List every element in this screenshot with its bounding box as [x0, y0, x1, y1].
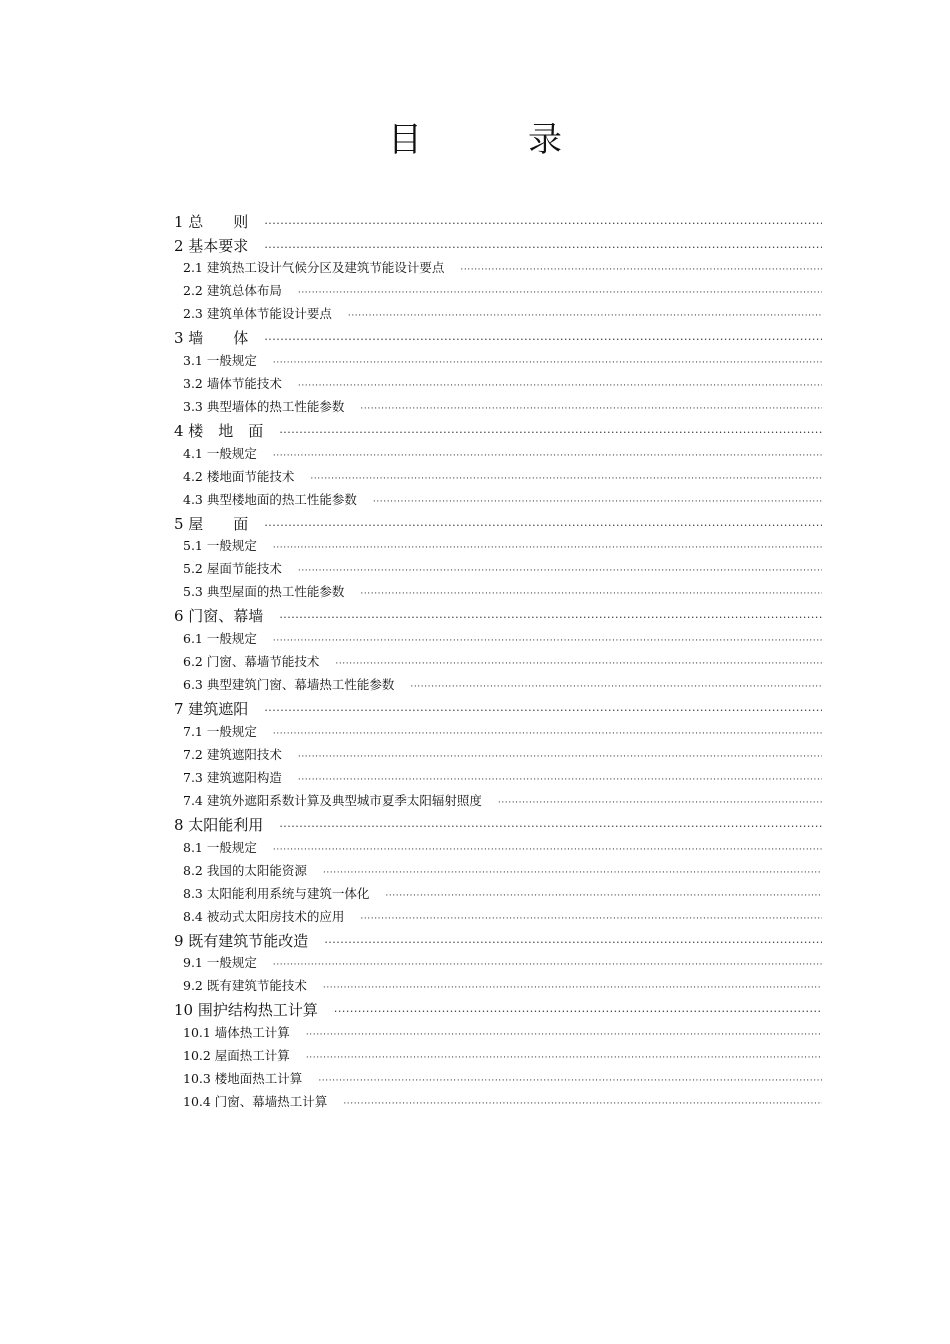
dot-leader	[279, 820, 822, 833]
toc-entry-label: 2.3 建筑单体节能设计要点	[183, 306, 332, 322]
dot-leader	[279, 611, 822, 624]
toc-chapter-entry[interactable]	[174, 930, 822, 954]
toc-entry-label: 5.1 一般规定	[183, 538, 257, 554]
toc-chapter-entry[interactable]	[174, 698, 822, 722]
toc-section-entry[interactable]	[183, 1023, 822, 1046]
toc-chapter-entry[interactable]	[174, 327, 822, 351]
dot-leader	[279, 426, 822, 439]
toc-entry-label: 10.3 楼地面热工计算	[183, 1070, 303, 1086]
toc-section-entry[interactable]	[183, 652, 822, 675]
toc-section-entry[interactable]	[183, 304, 822, 327]
dot-leader	[335, 659, 822, 669]
toc-entry-label: 3.2 墙体节能技术	[183, 376, 282, 392]
dot-leader	[306, 1030, 822, 1040]
toc-entry-label: 7 建筑遮阳	[174, 700, 249, 719]
dot-leader	[324, 936, 822, 949]
dot-leader	[273, 729, 822, 739]
dot-leader	[410, 682, 822, 692]
dot-leader	[298, 381, 822, 391]
toc-section-entry[interactable]	[183, 490, 822, 513]
toc-entry-label: 7.3 建筑遮阳构造	[183, 769, 282, 785]
toc-entry-label: 1 总 则	[174, 213, 249, 231]
dot-leader	[348, 311, 822, 321]
toc-section-entry[interactable]	[183, 258, 822, 281]
toc-section-entry[interactable]	[183, 467, 822, 490]
toc-section-entry[interactable]	[183, 884, 822, 907]
toc-entry-label: 7.2 建筑遮阳技术	[183, 746, 282, 762]
table-of-contents	[0, 211, 950, 1115]
dot-leader	[273, 636, 822, 646]
dot-leader	[373, 497, 822, 507]
toc-entry-label: 7.4 建筑外遮阳系数计算及典型城市夏季太阳辐射照度	[183, 792, 482, 808]
toc-chapter-entry[interactable]	[174, 513, 822, 537]
dot-leader	[264, 241, 822, 254]
dot-leader	[273, 543, 822, 553]
toc-chapter-entry[interactable]	[174, 605, 822, 629]
toc-section-entry[interactable]	[183, 976, 822, 999]
toc-entry-label: 8.1 一般规定	[183, 839, 257, 855]
toc-entry-label: 8.4 被动式太阳房技术的应用	[183, 908, 345, 924]
toc-entry-label: 3.3 典型墙体的热工性能参数	[183, 399, 345, 415]
toc-section-entry[interactable]	[183, 1092, 822, 1115]
dot-leader	[298, 775, 822, 785]
toc-section-entry[interactable]	[183, 559, 822, 582]
toc-chapter-entry[interactable]	[174, 999, 822, 1023]
dot-leader	[306, 1053, 822, 1063]
dot-leader	[360, 589, 822, 599]
toc-section-entry[interactable]	[183, 444, 822, 467]
toc-section-entry[interactable]	[183, 281, 822, 304]
dot-leader	[264, 217, 822, 230]
dot-leader	[460, 265, 822, 275]
toc-entry-label: 8 太阳能利用	[174, 815, 264, 834]
toc-section-entry[interactable]	[183, 536, 822, 559]
dot-leader	[334, 1005, 822, 1018]
toc-entry-label: 10.1 墙体热工计算	[183, 1024, 290, 1040]
dot-leader	[298, 752, 822, 762]
dot-leader	[298, 566, 822, 576]
dot-leader	[318, 1076, 822, 1086]
toc-entry-label: 6.1 一般规定	[183, 631, 257, 647]
toc-entry-label: 8.2 我国的太阳能资源	[183, 862, 307, 878]
toc-section-entry[interactable]	[183, 745, 822, 768]
dot-leader	[264, 333, 822, 346]
toc-entry-label: 6 门窗、幕墙	[174, 607, 264, 626]
dot-leader	[264, 704, 822, 717]
toc-section-entry[interactable]	[183, 1046, 822, 1069]
dot-leader	[273, 451, 822, 461]
toc-chapter-entry[interactable]	[174, 211, 822, 235]
dot-leader	[273, 358, 822, 368]
toc-section-entry[interactable]	[183, 953, 822, 976]
toc-section-entry[interactable]	[183, 1069, 822, 1092]
page-title: 目 录	[388, 120, 598, 160]
toc-entry-label: 2.2 建筑总体布局	[183, 283, 282, 299]
toc-section-entry[interactable]	[183, 861, 822, 884]
toc-entry-label: 4.3 典型楼地面的热工性能参数	[183, 491, 357, 507]
dot-leader	[264, 519, 822, 532]
toc-entry-label: 3 墙 体	[174, 329, 249, 348]
dot-leader	[298, 288, 822, 298]
toc-section-entry[interactable]	[183, 907, 822, 930]
dot-leader	[323, 983, 822, 993]
toc-section-entry[interactable]	[183, 838, 822, 861]
dot-leader	[360, 914, 822, 924]
toc-entry-label: 5 屋 面	[174, 514, 249, 533]
toc-entry-label: 7.1 一般规定	[183, 723, 257, 739]
dot-leader	[360, 404, 822, 414]
toc-chapter-entry[interactable]	[174, 420, 822, 444]
toc-entry-label: 9.1 一般规定	[183, 955, 257, 971]
dot-leader	[273, 845, 822, 855]
toc-entry-label: 10.2 屋面热工计算	[183, 1047, 290, 1063]
toc-entry-label: 6.2 门窗、幕墙节能技术	[183, 654, 320, 670]
toc-section-entry[interactable]	[183, 374, 822, 397]
dot-leader	[343, 1099, 822, 1109]
toc-entry-label: 5.3 典型屋面的热工性能参数	[183, 584, 345, 600]
toc-entry-label: 4 楼 地 面	[174, 422, 264, 441]
toc-entry-label: 9.2 既有建筑节能技术	[183, 978, 307, 994]
toc-section-entry[interactable]	[183, 582, 822, 605]
dot-leader	[385, 891, 822, 901]
toc-section-entry[interactable]	[183, 397, 822, 420]
toc-entry-label: 9 既有建筑节能改造	[174, 931, 309, 950]
toc-section-entry[interactable]	[183, 675, 822, 698]
toc-entry-label: 4.2 楼地面节能技术	[183, 468, 295, 484]
toc-entry-label: 10.4 门窗、幕墙热工计算	[183, 1093, 328, 1109]
dot-leader	[323, 868, 822, 878]
toc-entry-label: 6.3 典型建筑门窗、幕墙热工性能参数	[183, 677, 395, 693]
toc-entry-label: 10 围护结构热工计算	[174, 1001, 318, 1020]
toc-entry-label: 2.1 建筑热工设计气候分区及建筑节能设计要点	[183, 260, 445, 276]
toc-section-entry[interactable]	[183, 629, 822, 652]
toc-section-entry[interactable]	[183, 768, 822, 791]
toc-entry-label: 4.1 一般规定	[183, 445, 257, 461]
toc-entry-label: 5.2 屋面节能技术	[183, 561, 282, 577]
dot-leader	[310, 474, 822, 484]
toc-section-entry[interactable]	[183, 722, 822, 745]
toc-section-entry[interactable]	[183, 351, 822, 374]
toc-section-entry[interactable]	[183, 791, 822, 814]
toc-entry-label: 2 基本要求	[174, 236, 249, 255]
dot-leader	[498, 798, 822, 808]
dot-leader	[273, 960, 822, 970]
toc-entry-label: 3.1 一般规定	[183, 353, 257, 369]
toc-chapter-entry[interactable]	[174, 814, 822, 838]
toc-chapter-entry[interactable]	[174, 235, 822, 259]
toc-entry-label: 8.3 太阳能利用系统与建筑一体化	[183, 885, 370, 901]
